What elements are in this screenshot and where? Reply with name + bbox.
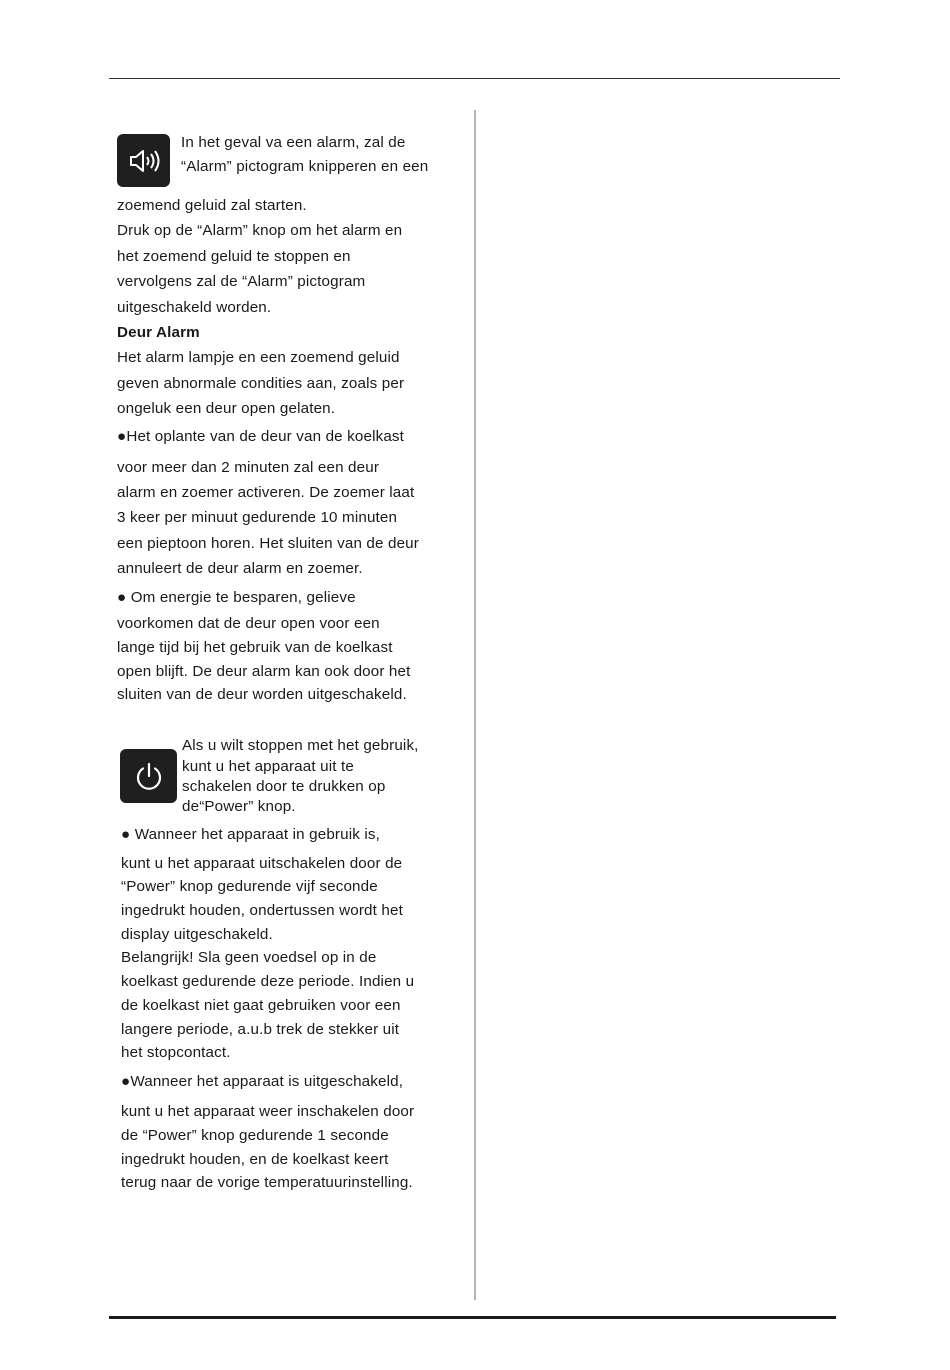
door-alarm-bullet-line: 3 keer per minuut gedurende 10 minuten <box>117 509 398 526</box>
power-intro-line: schakelen door te drukken op <box>182 778 386 795</box>
power-bullet-line: “Power” knop gedurende vijf seconde <box>121 878 378 895</box>
power-intro-line: de“Power” knop. <box>182 798 296 815</box>
door-alarm-bullet-line: open blijft. De deur alarm kan ook door het <box>117 663 411 680</box>
power-bullet-line: koelkast gedurende deze periode. Indien u <box>121 973 415 990</box>
door-alarm-bullet-line: ●Het oplante van de deur van de koelkast <box>117 428 405 445</box>
power-bullet-line: de koelkast niet gaat gebruiken voor een <box>121 997 401 1014</box>
bottom-rule <box>109 1316 836 1319</box>
power-bullet-line: ingedrukt houden, en de koelkast keert <box>121 1151 389 1168</box>
door-alarm-bullet-line: ● Om energie te besparen, gelieve <box>117 589 356 606</box>
power-bullet-line: Belangrijk! Sla geen voedsel op in de <box>121 949 377 966</box>
power-intro-line: kunt u het apparaat uit te <box>182 758 354 775</box>
door-alarm-text-line: ongeluk een deur open gelaten. <box>117 400 336 417</box>
door-alarm-bullet-line: sluiten van de deur worden uitgeschakeld. <box>117 686 407 703</box>
power-bullet-line: ●Wanneer het apparaat is uitgeschakeld, <box>121 1073 404 1090</box>
alarm-text-line: het zoemend geluid te stoppen en <box>117 248 351 265</box>
top-rule <box>109 78 840 79</box>
power-bullet-line: display uitgeschakeld. <box>121 926 273 943</box>
power-bullet-line: kunt u het apparaat uitschakelen door de <box>121 855 403 872</box>
power-icon <box>120 749 177 803</box>
power-bullet-line: de “Power” knop gedurende 1 seconde <box>121 1127 389 1144</box>
door-alarm-heading: Deur Alarm <box>117 324 200 341</box>
door-alarm-bullet-line: voorkomen dat de deur open voor een <box>117 615 380 632</box>
door-alarm-text-line: Het alarm lampje en een zoemend geluid <box>117 349 400 366</box>
alarm-intro-line: In het geval va een alarm, zal de <box>181 134 406 151</box>
door-alarm-bullet-line: alarm en zoemer activeren. De zoemer laat <box>117 484 415 501</box>
alarm-text-line: vervolgens zal de “Alarm” pictogram <box>117 273 366 290</box>
power-bullet-line: ingedrukt houden, ondertussen wordt het <box>121 902 403 919</box>
power-intro-line: Als u wilt stoppen met het gebruik, <box>182 737 419 754</box>
power-bullet-line: terug naar de vorige temperatuurinstelling. <box>121 1174 413 1191</box>
alarm-text-line: uitgeschakeld worden. <box>117 299 272 316</box>
door-alarm-text-line: geven abnormale condities aan, zoals per <box>117 375 405 392</box>
alarm-text-line: zoemend geluid zal starten. <box>117 197 307 214</box>
door-alarm-bullet-line: voor meer dan 2 minuten zal een deur <box>117 459 380 476</box>
power-bullet-line: langere periode, a.u.b trek de stekker uit <box>121 1021 400 1038</box>
alarm-text-line: Druk op de “Alarm” knop om het alarm en <box>117 222 403 239</box>
alarm-intro-line: “Alarm” pictogram knipperen en een <box>181 158 429 175</box>
column-divider <box>474 110 476 1300</box>
power-bullet-line: het stopcontact. <box>121 1044 231 1061</box>
door-alarm-bullet-line: lange tijd bij het gebruik van de koelkast <box>117 639 393 656</box>
speaker-icon <box>117 134 170 187</box>
door-alarm-bullet-line: een pieptoon horen. Het sluiten van de deur <box>117 535 419 552</box>
power-bullet-line: kunt u het apparaat weer inschakelen door <box>121 1103 415 1120</box>
power-bullet-line: ● Wanneer het apparaat in gebruik is, <box>121 826 380 843</box>
door-alarm-bullet-line: annuleert de deur alarm en zoemer. <box>117 560 363 577</box>
